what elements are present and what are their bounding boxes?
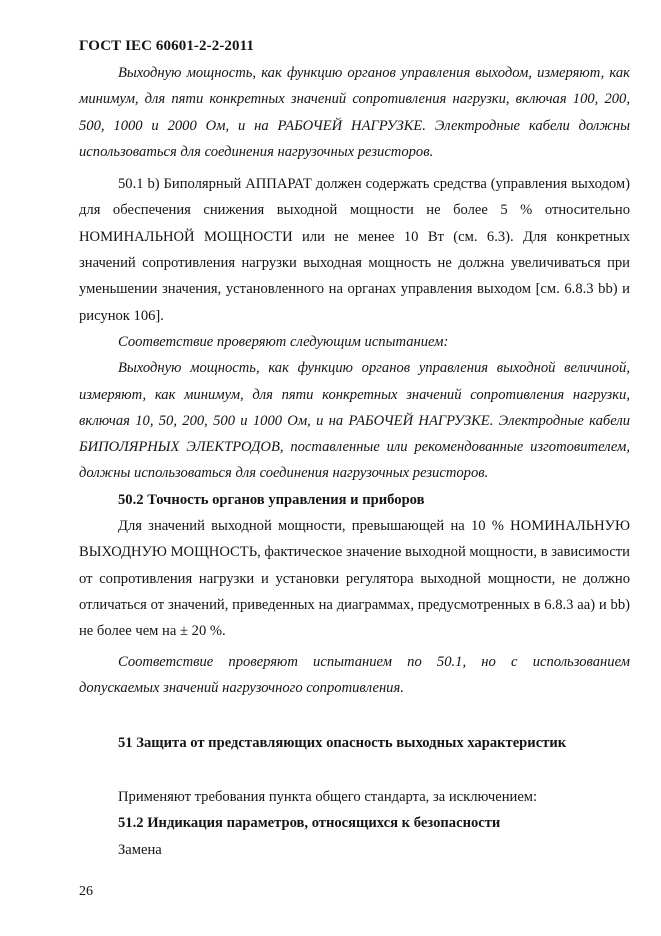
section-51-text: Применяют требования пункта общего стандарта, за исключением: (118, 789, 538, 805)
paragraph-50-2-accuracy: Для значений выходной мощности, превышающей на 10 % НОМИНАЛЬНУЮ ВЫХОДНУЮ МОЩНОСТЬ, фактическое значение выходной мощности, в зависимости от сопротивления нагрузки и установки регулятора выходной мощности, не должно отличаться от значений, приведенных на диаграммах, предусмотренных в 6.8.3 аа) и bb) не более чем на ± 20 %. (79, 518, 630, 640)
paragraph-compliance-50-1: Соответствие проверяют испытанием по 50.1, но с использованием допускаемых значений нагрузочного сопротивления. (79, 653, 630, 696)
section-51-2-replace: Замена (118, 842, 162, 858)
document-header: ГОСТ IEC 60601-2-2-2011 (79, 38, 254, 54)
paragraph-power-measurement: Выходную мощность, как функцию органов управления выходом, измеряют, как минимум, для пяти конкретных значений сопротивления нагрузки, включая 100, 200, 500, 1000 и 2000 Ом, и на РАБОЧЕЙ НАГРУЗКЕ. Электродные кабели должны использоваться для соединения нагрузочных резисторов. (79, 65, 630, 160)
body-block-top (79, 60, 630, 701)
heading-50-2: 50.2 Точность органов управления и приборов (118, 491, 425, 508)
section-51-heading: 51 Защита от представляющих опасность выходных характеристик (118, 735, 567, 751)
section-51-2-heading: 51.2 Индикация параметров, относящихся к безопасности (118, 815, 501, 831)
page-number: 26 (79, 884, 93, 899)
paragraph-compliance-test: Соответствие проверяют следующим испытанием: (118, 333, 449, 350)
paragraph-bipolar-measurement: Выходную мощность, как функцию органов управления выходной величиной, измеряют, как минимум, для пяти конкретных значений сопротивления нагрузки, включая 10, 50, 200, 500 и 1000 Ом, и на РАБОЧЕЙ НАГРУЗКЕ. Электродные кабели БИПОЛЯРНЫХ ЭЛЕКТРОДОВ, поставленные или рекомендованные изготовителем, должны использоваться для соединения нагрузочных резисторов. (79, 360, 630, 482)
paragraph-50-1-b: 50.1 b) Биполярный АППАРАТ должен содержать средства (управления выходом) для обеспечения снижения выходной мощности не более 5 % относительно НОМИНАЛЬНОЙ МОЩНОСТИ или не менее 10 Вт (см. 6.3). Для конкретных значений сопротивления нагрузки выходная мощность не должна увеличиваться при уменьшении значения, установленного на органах управления выходом [см. 6.8.3 bb) и рисунок 106]. (79, 176, 630, 324)
